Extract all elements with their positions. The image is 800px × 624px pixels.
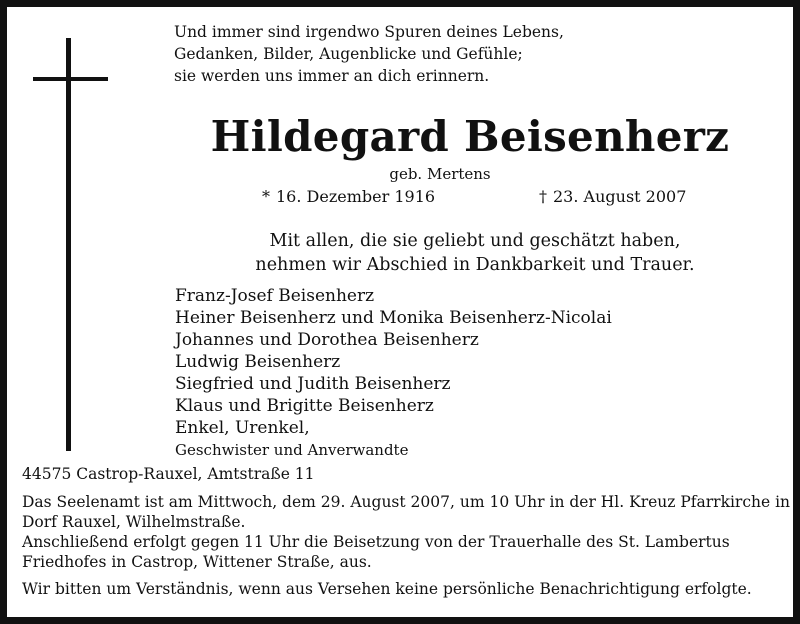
family-address: 44575 Castrop-Rauxel, Amtstraße 11 xyxy=(22,465,315,483)
mourner: Enkel, Urenkel, xyxy=(175,418,310,438)
death-symbol: † xyxy=(539,187,547,206)
birth-date-text: 16. Dezember 1916 xyxy=(276,187,436,206)
service-line: Anschließend erfolgt gegen 11 Uhr die Beisetzung von der Trauerhalle des St. Lambertus xyxy=(22,533,730,551)
closing-note: Wir bitten um Verständnis, wenn aus Versehen keine persönliche Benachrichtigung erfolgte. xyxy=(22,580,752,598)
service-details xyxy=(22,492,790,572)
mourner: Siegfried und Judith Beisenherz xyxy=(175,374,451,394)
poem-line: sie werden uns immer an dich erinnern. xyxy=(174,67,490,85)
birth-symbol: * xyxy=(262,187,270,206)
deceased-name: Hildegard Beisenherz xyxy=(210,112,730,161)
mourner: Johannes und Dorothea Beisenherz xyxy=(175,330,479,350)
death-date-text: 23. August 2007 xyxy=(553,187,687,206)
mourners-list xyxy=(175,285,612,461)
farewell-line: nehmen wir Abschied in Dankbarkeit und Trauer. xyxy=(255,255,695,275)
maiden-name: geb. Mertens xyxy=(389,165,491,183)
poem-line: Gedanken, Bilder, Augenblicke und Gefühle; xyxy=(174,45,523,63)
farewell-text xyxy=(0,229,800,277)
mourners-relatives: Geschwister und Anverwandte xyxy=(175,441,409,459)
poem-line: Und immer sind irgendwo Spuren deines Lebens, xyxy=(174,23,564,41)
service-line: Friedhofes in Castrop, Wittener Straße, aus. xyxy=(22,553,372,571)
birth-date xyxy=(262,187,435,206)
mourner: Ludwig Beisenherz xyxy=(175,352,341,372)
service-line: Das Seelenamt ist am Mittwoch, dem 29. August 2007, um 10 Uhr in der Hl. Kreuz Pfarrkirche in xyxy=(22,493,791,511)
poem xyxy=(174,21,564,87)
service-line: Dorf Rauxel, Wilhelmstraße. xyxy=(22,513,246,531)
mourner: Franz-Josef Beisenherz xyxy=(175,286,375,306)
farewell-line: Mit allen, die sie geliebt und geschätzt haben, xyxy=(269,231,681,251)
death-date xyxy=(539,187,686,206)
mourner: Heiner Beisenherz und Monika Beisenherz-Nicolai xyxy=(175,308,612,328)
cross-horizontal-bar xyxy=(33,77,108,81)
mourner: Klaus und Brigitte Beisenherz xyxy=(175,396,434,416)
